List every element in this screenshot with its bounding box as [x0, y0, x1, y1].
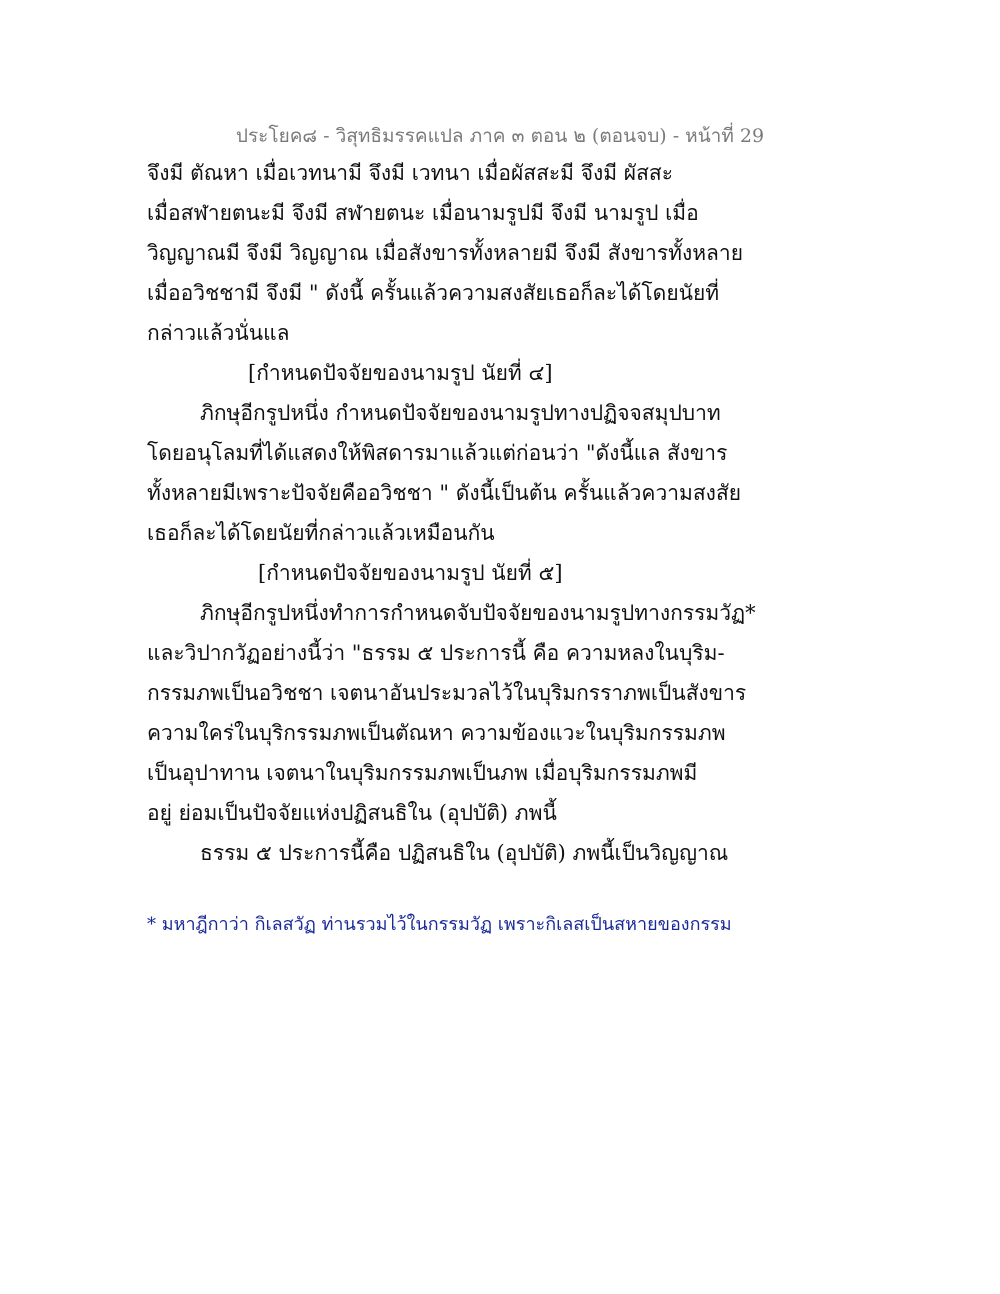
- body-line: กล่าวแล้วนั่นแล: [147, 321, 290, 345]
- section-heading-4: [กำหนดปัจจัยของนามรูป นัยที่ ๔]: [248, 361, 553, 385]
- body-line: ทั้งหลายมีเพราะปัจจัยคืออวิชชา " ดังนี้เป็นต้น ครั้นแล้วความสงสัย: [147, 481, 742, 505]
- body-line: โดยอนุโลมที่ได้แสดงให้พิสดารมาแล้วแต่ก่อนว่า "ดังนี้แล สังขาร: [147, 441, 728, 465]
- page-header: ประโยค๘ - วิสุทธิมรรคแปล ภาค ๓ ตอน ๒ (ตอนจบ) - หน้าที่ 29: [235, 125, 765, 147]
- footnote: * มหาฎีกาว่า กิเลสวัฏ ท่านรวมไว้ในกรรมวัฏ เพราะกิเลสเป็นสหายของกรรม: [147, 914, 732, 935]
- body-line: ภิกษุอีกรูปหนึ่ง กำหนดปัจจัยของนามรูปทางปฏิจจสมุปบาท: [200, 401, 721, 425]
- body-line: เมื่ออวิชชามี จึงมี " ดังนี้ ครั้นแล้วความสงสัยเธอก็ละได้โดยนัยที่: [147, 281, 720, 305]
- body-line: ธรรม ๕ ประการนี้คือ ปฏิสนธิใน (อุปบัติ) ภพนี้เป็นวิญญาณ: [200, 841, 729, 865]
- body-line: ความใคร่ในบุริกรรมภพเป็นตัณหา ความข้องแวะในบุริมกรรมภพ: [147, 721, 726, 745]
- body-line: กรรมภพเป็นอวิชชา เจตนาอันประมวลไว้ในบุริมกรราภพเป็นสังขาร: [147, 681, 747, 705]
- body-line: และวิปากวัฏอย่างนี้ว่า "ธรรม ๕ ประการนี้ คือ ความหลงในบุริม-: [147, 641, 725, 665]
- body-line: อยู่ ย่อมเป็นปัจจัยแห่งปฏิสนธิใน (อุปบัติ) ภพนี้: [147, 801, 557, 825]
- body-line: จึงมี ตัณหา เมื่อเวทนามี จึงมี เวทนา เมื่อผัสสะมี จึงมี ผัสสะ: [147, 161, 673, 185]
- body-line: วิญญาณมี จึงมี วิญญาณ เมื่อสังขารทั้งหลายมี จึงมี สังขารทั้งหลาย: [147, 241, 744, 265]
- section-heading-5: [กำหนดปัจจัยของนามรูป นัยที่ ๕]: [258, 561, 563, 585]
- body-line: ภิกษุอีกรูปหนึ่งทำการกำหนดจับปัจจัยของนามรูปทางกรรมวัฏ*: [200, 601, 756, 625]
- body-line: เมื่อสฬายตนะมี จึงมี สฬายตนะ เมื่อนามรูปมี จึงมี นามรูป เมื่อ: [147, 201, 699, 225]
- body-line: เป็นอุปาทาน เจตนาในบุริมกรรมภพเป็นภพ เมื่อบุริมกรรมภพมี: [147, 761, 698, 785]
- body-line: เธอก็ละได้โดยนัยที่กล่าวแล้วเหมือนกัน: [147, 521, 495, 545]
